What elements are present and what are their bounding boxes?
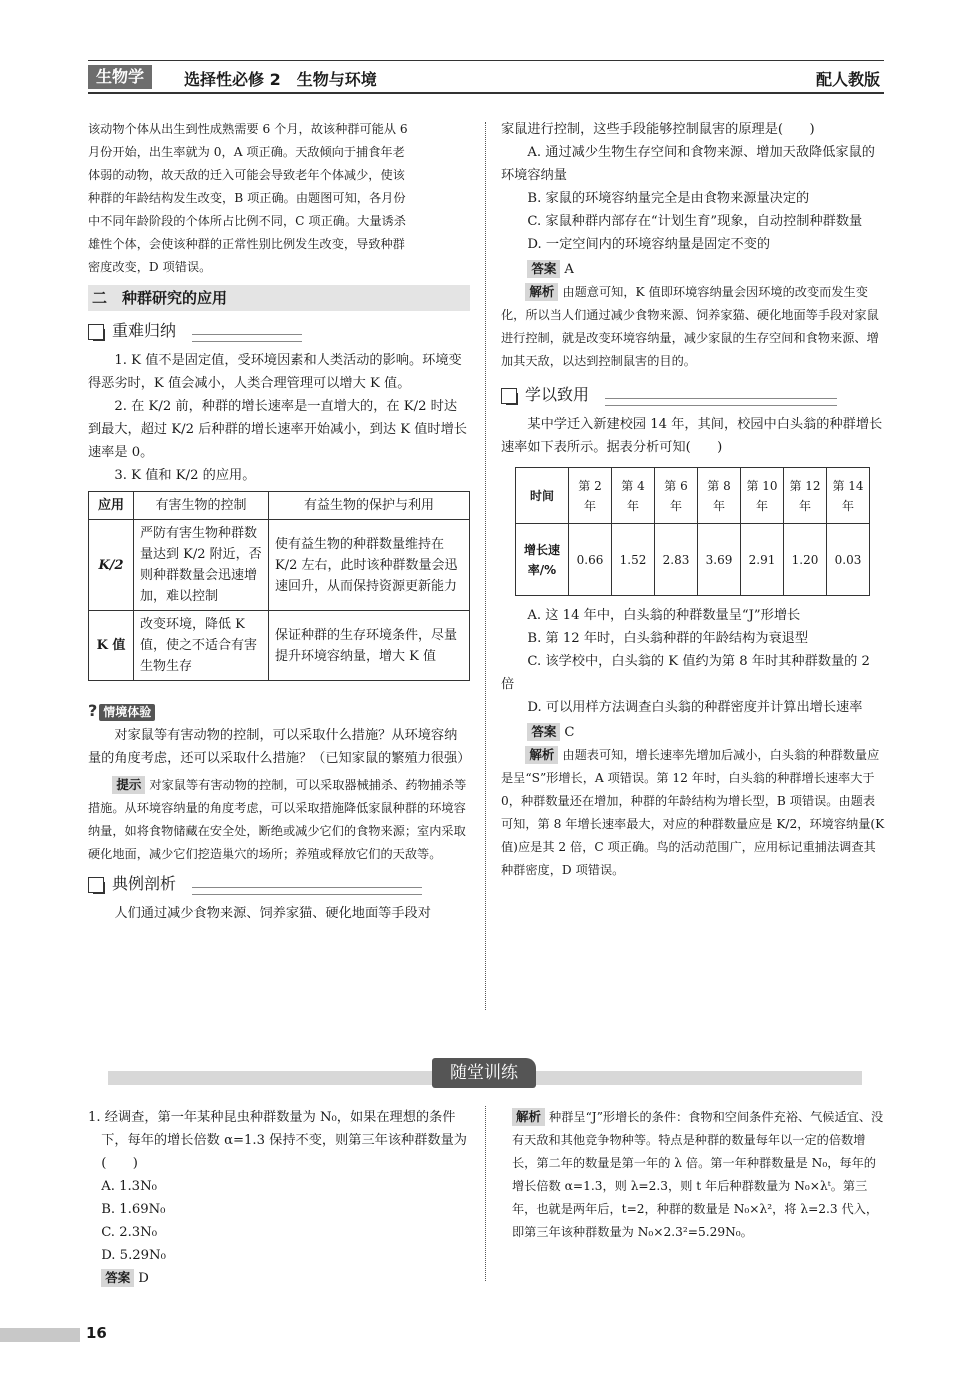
analysis-paragraph <box>512 1106 884 1244</box>
table-header: 第 4 年 <box>612 468 655 524</box>
table-row <box>516 468 870 524</box>
practice-question-1: 1. 经调查，第一年某种昆虫种群数量为 N₀，如果在理想的条件下，每年的增长倍数 α=1.3 保持不变，则第三年该种群数量为( ) <box>88 1110 467 1171</box>
table-header: 第 10 年 <box>741 468 784 524</box>
table-cell: K 值 <box>89 611 134 681</box>
table-header: 应用 <box>89 492 134 520</box>
square-icon <box>88 877 104 893</box>
k-value-table <box>88 491 470 681</box>
subheading-rule <box>605 398 837 406</box>
table-cell: 严防有害生物种群数量达到 K/2 附近，否则种群数量会迅速增加，难以控制 <box>134 520 269 611</box>
page-header <box>88 60 884 94</box>
table-header: 增长速率/% <box>516 524 569 596</box>
table-row <box>89 492 470 520</box>
section-title: 二 种群研究的应用 <box>88 285 470 311</box>
intro-line: 密度改变，D 项错误。 <box>88 260 212 274</box>
edition-label: 配人教版 <box>815 70 880 89</box>
subheading-rule <box>192 334 302 342</box>
answer-tag: 答案 <box>101 1269 134 1287</box>
growth-rate-table <box>515 467 870 596</box>
hint-tag: 提示 <box>112 776 145 794</box>
hint-paragraph <box>88 774 470 866</box>
option-a: A. 通过减少生物生存空间和食物来源、增加天敌降低家鼠的环境容纳量 <box>501 145 875 183</box>
column-divider <box>485 122 486 1010</box>
option-b: B. 1.69N₀ <box>101 1202 166 1217</box>
subheading-key-points <box>88 319 470 345</box>
subheading-label: 重难归纳 <box>112 321 177 340</box>
subheading-apply <box>501 383 886 409</box>
option-d: D. 一定空间内的环境容纳量是固定不变的 <box>527 237 771 252</box>
intro-line: 中不同年龄阶段的个体所占比例不同，C 项正确。大量诱杀 <box>88 214 406 228</box>
option-a: A. 1.3N₀ <box>101 1179 157 1194</box>
page-number: 16 <box>86 1324 107 1342</box>
table-header: 第 8 年 <box>698 468 741 524</box>
option-c: C. 家鼠种群内部存在“计划生育”现象，自动控制种群数量 <box>527 214 863 229</box>
table-header: 有害生物的控制 <box>134 492 269 520</box>
table-row <box>516 524 870 596</box>
answer-value: A <box>564 262 574 277</box>
answer-line <box>501 721 886 744</box>
table-row <box>89 520 470 611</box>
intro-line: 种群的年龄结构发生改变，B 项正确。由题图可知，各月份 <box>88 191 406 205</box>
page-number-bar <box>0 1328 80 1342</box>
square-icon <box>88 324 104 340</box>
answer-line <box>501 258 886 281</box>
table-header: 第 6 年 <box>655 468 698 524</box>
table-header: 时间 <box>516 468 569 524</box>
analysis-text: 种群呈“J”形增长的条件：食物和空间条件充裕、气候适宜、没有天敌和其他竞争物种等。特点是种群的数量每年以一定的倍数增长，第二年的数量是第一年的 λ 倍。第一年种群数量是 N₀，每年的增长倍数 α=1.3，则 λ=2.3，则 t 年后种群数量为 N₀×λᵗ。第三年，也就是两年后，t=2，种群的数量是 N₀×λ²，将 λ=2.3 代入，即第三年该种群数量为 N₀×2.3²=5.29N₀。 <box>512 1110 884 1239</box>
option-d: D. 5.29N₀ <box>101 1248 166 1263</box>
intro-line: 雄性个体，会使该种群的正常性别比例发生改变，导致种群 <box>88 237 405 251</box>
scenario-text: 对家鼠等有害动物的控制，可以采取什么措施？从环境容纳量的角度考虑，还可以采取什么措施？（已知家鼠的繁殖力很强） <box>88 728 471 766</box>
analysis-tag: 解析 <box>512 1108 545 1126</box>
question-2: 某中学迁入新建校园 14 年，其间，校园中白头翁的种群增长速率如下表所示。据表分析可知( ) <box>501 417 883 455</box>
option-b: B. 第 12 年时，白头翁种群的年龄结构为衰退型 <box>527 631 809 646</box>
table-cell: 0.66 <box>569 524 612 596</box>
table-header: 第 12 年 <box>784 468 827 524</box>
intro-line: 该动物个体从出生到性成熟需要 6 个月，故该种群可能从 6 <box>88 122 408 136</box>
header-top-rule <box>88 60 884 61</box>
point-1: 1. K 值不是固定值，受环境因素和人类活动的影响。环境变得恶劣时，K 值会减小，人类合理管理可以增大 K 值。 <box>88 353 462 391</box>
intro-line: 体弱的动物，故天敌的迁入可能会导致老年个体减少，使该 <box>88 168 405 182</box>
square-icon <box>501 388 517 404</box>
option-c: C. 2.3N₀ <box>101 1225 157 1240</box>
table-cell: K/2 <box>89 520 134 611</box>
practice-title: 随堂训练 <box>432 1058 536 1088</box>
hint-text: 对家鼠等有害动物的控制，可以采取器械捕杀、药物捕杀等措施。从环境容纳量的角度考虑，可以采取措施降低家鼠种群的环境容纳量，如将食物储藏在安全处，断绝或减少它们的食物来源；室内采取硬化地面，减少它们挖造巢穴的场所；养殖或释放它们的天敌等。 <box>88 778 467 861</box>
analysis-text: 由题表可知，增长速率先增加后减小，白头翁的种群数量应是呈“S”形增长，A 项错误。第 12 年时，白头翁的种群增长速率大于 0，种群数量还在增加，种群的年龄结构为增长型，B 项错误。由题表可知，第 8 年增长速率最大，对应的种群数量应是 K/2，环境容纳量(K 值)应是其 2 倍，C 项正确。鸟的活动范围广，应用标记重捕法调查其种群密度，D 项错误。 <box>501 748 885 877</box>
point-2: 2. 在 K/2 前，种群的增长速率是一直增大的，在 K/2 时达到最大，超过 K/2 后种群的增长速率开始减小，到达 K 值时增长速率是 0。 <box>88 399 467 460</box>
table-cell: 改变环境，降低 K 值，使之不适合有害生物生存 <box>134 611 269 681</box>
analysis-paragraph <box>501 281 886 373</box>
option-d: D. 可以用样方法调查白头翁的种群密度并计算出增长速率 <box>527 700 863 715</box>
table-cell: 2.91 <box>741 524 784 596</box>
left-column <box>88 118 470 925</box>
header-bottom-rule <box>88 92 884 94</box>
practice-analysis-column <box>512 1106 884 1244</box>
subheading-rule <box>192 887 422 895</box>
analysis-text: 由题意可知，K 值即环境容纳量会因环境的改变而发生变化，所以当人们通过减少食物来源、饲养家猫、硬化地面等手段对家鼠进行控制，就是改变环境容纳量，减少家鼠的生存空间和食物来源、增加其天敌，以达到控制鼠害的目的。 <box>501 285 879 368</box>
subheading-label: 学以致用 <box>525 385 590 404</box>
table-row <box>89 611 470 681</box>
table-header: 第 2 年 <box>569 468 612 524</box>
example-text: 人们通过减少食物来源、饲养家猫、硬化地面等手段对 <box>114 906 431 921</box>
option-c: C. 该学校中，白头翁的 K 值约为第 8 年时其种群数量的 2 倍 <box>501 654 870 692</box>
question-icon: ? <box>88 701 98 720</box>
subheading-label: 典例剖析 <box>112 874 177 893</box>
column-divider <box>485 1106 486 1281</box>
answer-value: C <box>564 725 575 740</box>
analysis-tag: 解析 <box>525 746 558 764</box>
subheading-example <box>88 872 470 898</box>
book-title: 选择性必修 2 生物与环境 <box>184 70 377 89</box>
table-cell: 0.03 <box>827 524 870 596</box>
scenario-badge: 情境体验 <box>99 704 155 721</box>
intro-text <box>88 118 470 279</box>
table-cell: 保证种群的生存环境条件，尽量提升环境容纳量，增大 K 值 <box>269 611 470 681</box>
example-continued: 家鼠进行控制，这些手段能够控制鼠害的原理是( ) <box>501 122 815 137</box>
point-3: 3. K 值和 K/2 的应用。 <box>114 468 256 483</box>
practice-question-column <box>88 1106 474 1290</box>
option-b: B. 家鼠的环境容纳量完全是由食物来源量决定的 <box>527 191 810 206</box>
option-a: A. 这 14 年中，白头翁的种群数量呈“J”形增长 <box>527 608 801 623</box>
analysis-paragraph <box>501 744 886 882</box>
table-cell: 使有益生物的种群数量维持在 K/2 左右，此时该种群数量会迅速回升，从而保持资源更新能力 <box>269 520 470 611</box>
answer-line <box>88 1267 474 1290</box>
scenario-heading <box>88 699 470 724</box>
table-header: 第 14 年 <box>827 468 870 524</box>
table-header: 有益生物的保护与利用 <box>269 492 470 520</box>
right-column <box>501 118 886 882</box>
table-cell: 3.69 <box>698 524 741 596</box>
table-cell: 1.20 <box>784 524 827 596</box>
answer-tag: 答案 <box>527 723 560 741</box>
intro-line: 月份开始，出生率就为 0，A 项正确。天敌倾向于捕食年老 <box>88 145 405 159</box>
subject-label: 生物学 <box>88 65 152 89</box>
table-cell: 1.52 <box>612 524 655 596</box>
analysis-tag: 解析 <box>525 283 558 301</box>
answer-value: D <box>138 1271 149 1286</box>
table-cell: 2.83 <box>655 524 698 596</box>
answer-tag: 答案 <box>527 260 560 278</box>
